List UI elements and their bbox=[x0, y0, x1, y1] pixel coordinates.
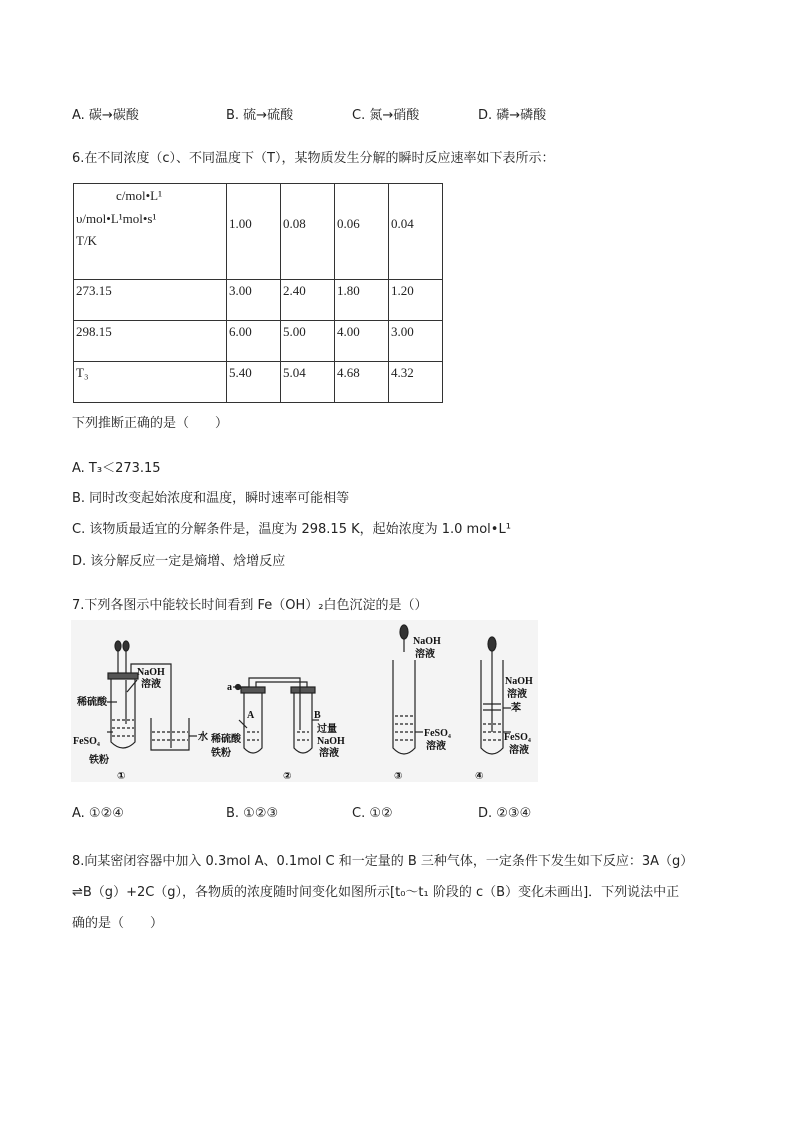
header-rate: υ/mol•L¹mol•s¹ bbox=[76, 211, 157, 226]
f1-iron-label: 铁粉 bbox=[89, 755, 109, 766]
table-cell: 0.08 bbox=[281, 184, 335, 280]
q7-option-a: A. ①②④ bbox=[72, 806, 124, 821]
header-concentration: c/mol•L¹ bbox=[116, 188, 162, 203]
f1-solution-label: 溶液 bbox=[141, 679, 161, 690]
table-cell: 6.00 bbox=[227, 321, 281, 362]
table-cell: 3.00 bbox=[389, 321, 443, 362]
q6-option-a: A. T₃＜273.15 bbox=[72, 461, 161, 476]
q8-line-1: 8.向某密闭容器中加入 0.3mol A、0.1mol C 和一定量的 B 三种气体，一定条件下发生如下反应：3A（g） bbox=[72, 854, 694, 869]
table-cell: 273.15 bbox=[74, 280, 227, 321]
table-row bbox=[74, 362, 443, 403]
f3-naoh-label: NaOH bbox=[413, 636, 441, 647]
table-cell: 0.04 bbox=[389, 184, 443, 280]
rate-table bbox=[73, 183, 443, 403]
f3-solution2-label: 溶液 bbox=[426, 741, 446, 752]
table-cell: 5.40 bbox=[227, 362, 281, 403]
f2-acid-label: 稀硫酸 bbox=[211, 734, 241, 745]
q6-stem: 6.在不同浓度（c）、不同温度下（T），某物质发生分解的瞬时反应速率如下表所示： bbox=[72, 151, 555, 166]
f2-valve-a-label: a bbox=[227, 682, 232, 693]
table-cell: 5.00 bbox=[281, 321, 335, 362]
f1-acid-label: 稀硫酸 bbox=[77, 697, 107, 708]
f4-feso4-label: FeSO₄ bbox=[504, 732, 531, 743]
q7-stem: 7.下列各图示中能较长时间看到 Fe（OH）₂白色沉淀的是（） bbox=[72, 598, 428, 613]
f1-naoh-label: NaOH bbox=[137, 667, 165, 678]
table-cell: 4.00 bbox=[335, 321, 389, 362]
table-cell: T₃ bbox=[74, 362, 227, 403]
f2-naoh-label: NaOH bbox=[317, 736, 345, 747]
table-cell: 1.80 bbox=[335, 280, 389, 321]
figure-3-number: ③ bbox=[394, 771, 403, 782]
q8-line-3: 确的是（ ） bbox=[72, 916, 164, 931]
f1-water-label: 水 bbox=[198, 732, 208, 743]
table-cell: 1.00 bbox=[227, 184, 281, 280]
f4-solution-label: 溶液 bbox=[507, 689, 527, 700]
table-cell: 298.15 bbox=[74, 321, 227, 362]
table-row bbox=[74, 280, 443, 321]
header-temperature: T/K bbox=[76, 233, 97, 248]
table-cell: 1.20 bbox=[389, 280, 443, 321]
f4-naoh-label: NaOH bbox=[505, 676, 533, 687]
q6-prompt: 下列推断正确的是（ ） bbox=[72, 416, 229, 431]
q6-option-c: C. 该物质最适宜的分解条件是，温度为 298.15 K，起始浓度为 1.0 mol•L¹ bbox=[72, 522, 511, 537]
figure-1-number: ① bbox=[117, 771, 126, 782]
q5-option-b: B. 硫→硫酸 bbox=[226, 108, 294, 123]
q6-option-b: B. 同时改变起始浓度和温度，瞬时速率可能相等 bbox=[72, 491, 350, 506]
f4-benzene-label: 苯 bbox=[511, 703, 521, 714]
q5-option-d: D. 磷→磷酸 bbox=[478, 108, 547, 123]
apparatus-figure bbox=[71, 620, 538, 782]
q5-option-a: A. 碳→碳酸 bbox=[72, 108, 139, 123]
f1-feso4-label: FeSO₄ bbox=[73, 736, 100, 747]
table-cell: 4.68 bbox=[335, 362, 389, 403]
table-row bbox=[74, 321, 443, 362]
f2-iron-label: 铁粉 bbox=[211, 748, 231, 759]
q5-option-c: C. 氮→硝酸 bbox=[352, 108, 420, 123]
f2-tube-b-label: B bbox=[314, 710, 321, 721]
table-cell: 0.06 bbox=[335, 184, 389, 280]
table-cell: 5.04 bbox=[281, 362, 335, 403]
figure-4-number: ④ bbox=[475, 771, 484, 782]
f2-excess-label: 过量 bbox=[317, 724, 337, 735]
table-cell: 3.00 bbox=[227, 280, 281, 321]
q7-option-b: B. ①②③ bbox=[226, 806, 279, 821]
q6-option-d: D. 该分解反应一定是熵增、焓增反应 bbox=[72, 554, 286, 569]
f3-solution-label: 溶液 bbox=[415, 649, 435, 660]
f2-tube-a-label: A bbox=[247, 710, 255, 721]
f3-feso4-label: FeSO₄ bbox=[424, 728, 451, 739]
table-cell: 2.40 bbox=[281, 280, 335, 321]
table-header-cell bbox=[74, 184, 227, 280]
f4-solution2-label: 溶液 bbox=[509, 745, 529, 756]
q7-option-d: D. ②③④ bbox=[478, 806, 532, 821]
f2-solution-label: 溶液 bbox=[319, 748, 339, 759]
table-cell: 4.32 bbox=[389, 362, 443, 403]
figure-2-number: ② bbox=[283, 771, 292, 782]
q7-option-c: C. ①② bbox=[352, 806, 393, 821]
q8-line-2: ⇌B（g）+2C（g），各物质的浓度随时间变化如图所示[t₀～t₁ 阶段的 c（B）变化未画出]．下列说法中正 bbox=[72, 885, 680, 900]
